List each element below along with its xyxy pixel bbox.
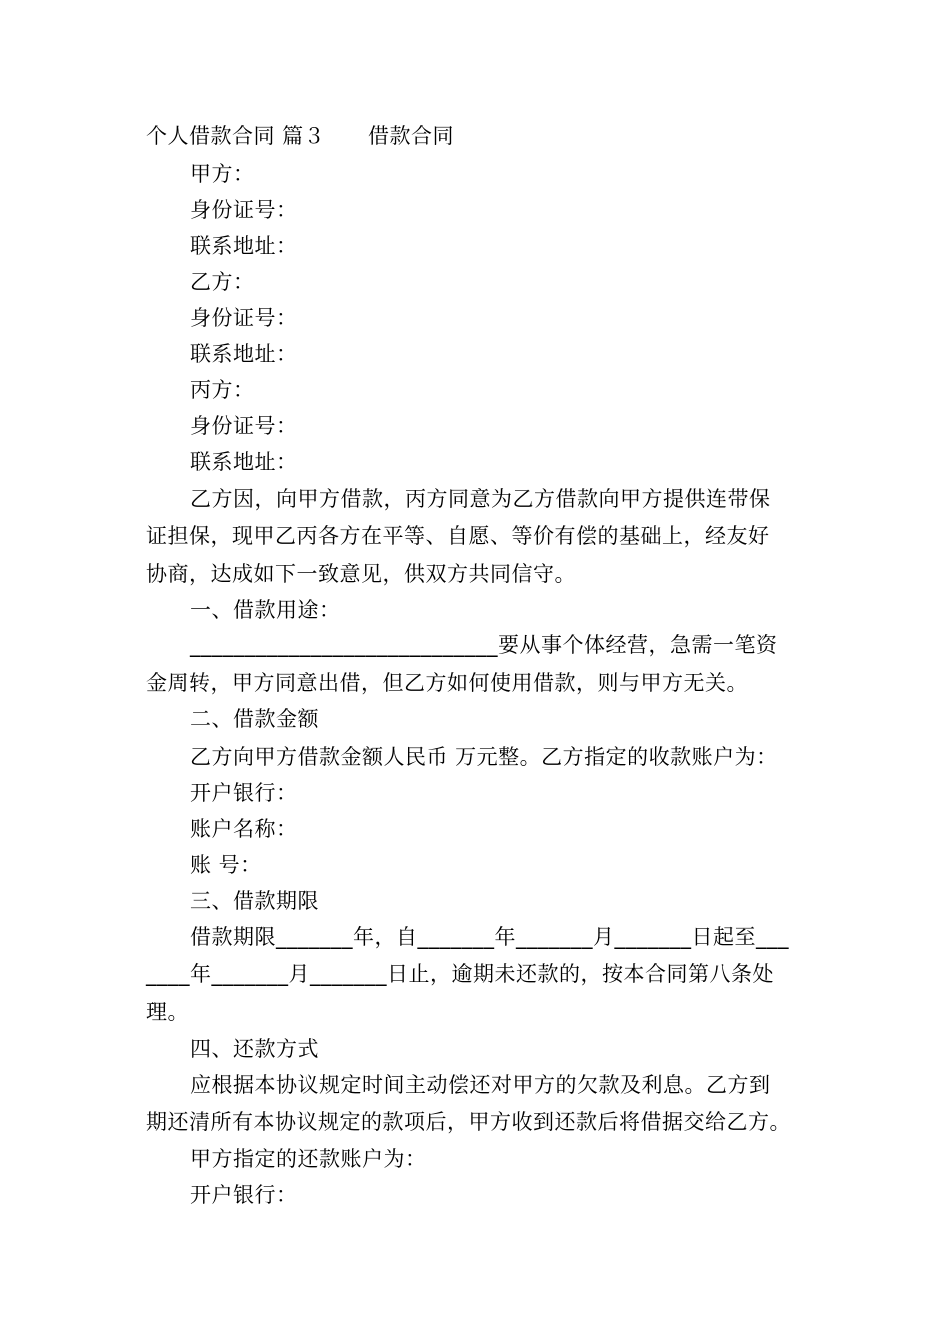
- account-number-field: 账 号：: [190, 853, 262, 877]
- term-paragraph-line: 理。: [146, 1000, 189, 1024]
- section-heading-amount: 二、借款金额: [190, 707, 319, 731]
- party-b-address: 联系地址：: [190, 342, 298, 366]
- document-title: 个人借款合同 篇３: [146, 124, 326, 148]
- section-heading-term: 三、借款期限: [190, 889, 319, 913]
- repayment-account-label: 甲方指定的还款账户为：: [190, 1147, 427, 1171]
- repayment-paragraph-line: 期还清所有本协议规定的款项后，甲方收到还款后将借据交给乙方。: [146, 1110, 791, 1134]
- bank-name-field: 开户银行：: [190, 781, 298, 805]
- party-a-id: 身份证号：: [190, 198, 298, 222]
- section-heading-repayment: 四、还款方式: [190, 1037, 319, 1061]
- repayment-bank-field: 开户银行：: [190, 1183, 298, 1207]
- intro-paragraph-line: 协商，达成如下一致意见，供双方共同信守。: [146, 562, 576, 586]
- party-c-label: 丙方：: [190, 378, 255, 402]
- party-a-label: 甲方：: [190, 162, 255, 186]
- party-c-id: 身份证号：: [190, 414, 298, 438]
- heading-line: [146, 124, 454, 148]
- amount-paragraph-line: 乙方向甲方借款金额人民币 万元整。乙方指定的收款账户为：: [190, 745, 778, 769]
- repayment-paragraph-line: 应根据本协议规定时间主动偿还对甲方的欠款及利息。乙方到: [190, 1073, 771, 1097]
- document-subtitle: 借款合同: [368, 124, 454, 148]
- party-b-label: 乙方：: [190, 270, 255, 294]
- intro-paragraph-line: 证担保，现甲乙丙各方在平等、自愿、等价有偿的基础上，经友好: [146, 524, 770, 548]
- account-name-field: 账户名称：: [190, 817, 298, 841]
- term-paragraph-line: ____年_______月_______日止，逾期未还款的，按本合同第八条处: [146, 962, 774, 986]
- term-paragraph-line: 借款期限_______年，自_______年_______月_______日起至___: [190, 925, 789, 949]
- intro-paragraph-line: 乙方因，向甲方借款，丙方同意为乙方借款向甲方提供连带保: [190, 487, 771, 511]
- purpose-paragraph-line: ____________________________要从事个体经营，急需一笔资: [190, 633, 778, 657]
- purpose-paragraph-line: 金周转，甲方同意出借，但乙方如何使用借款，则与甲方无关。: [146, 671, 748, 695]
- party-c-address: 联系地址：: [190, 450, 298, 474]
- party-a-address: 联系地址：: [190, 234, 298, 258]
- party-b-id: 身份证号：: [190, 306, 298, 330]
- section-heading-purpose: 一、借款用途：: [190, 598, 341, 622]
